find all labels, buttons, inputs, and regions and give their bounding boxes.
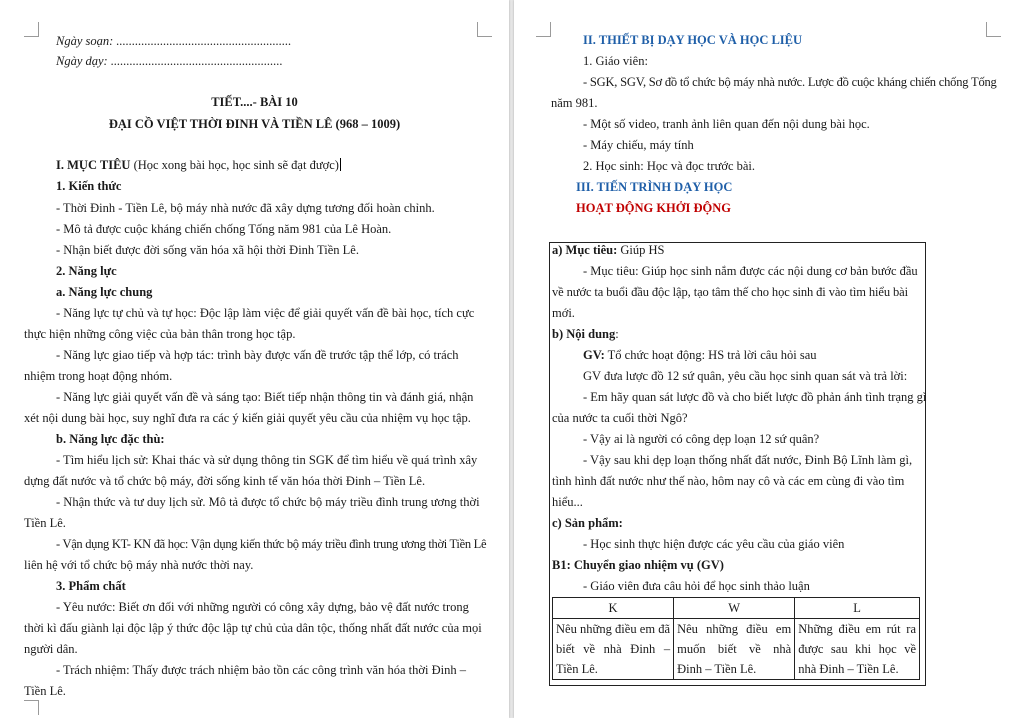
student-line: 2. Học sinh: Học và đọc trước bài. — [583, 159, 756, 173]
kwl-cell-l: Những điều em rút ra được sau khi học về nhà Đinh – Tiền Lê. — [795, 619, 920, 680]
quality-heading: 3. Phẩm chất — [56, 579, 126, 593]
paragraph-line: - Vậy ai là người có công dẹp loạn 12 sứ quân? — [583, 432, 820, 446]
objectives-heading: I. MỤC TIÊU — [56, 158, 131, 172]
goal-line — [552, 240, 665, 260]
lesson-title: TIẾT....- BÀI 10 — [211, 95, 298, 109]
step1-label: B1: Chuyển giao nhiệm vụ (GV) — [552, 558, 724, 572]
paragraph-line: hiểu... — [552, 495, 583, 509]
gv-text: Tổ chức hoạt động: HS trả lời câu hỏi sau — [604, 348, 817, 362]
paragraph-line: - Một số video, tranh ảnh liên quan đến nội dung bài học. — [583, 117, 870, 131]
paragraph-line: - Em hãy quan sát lược đồ và cho biết lược đồ phản ánh tình trạng gì — [583, 390, 927, 404]
objectives-line[interactable] — [56, 155, 341, 175]
competency-heading: 2. Năng lực — [56, 264, 117, 278]
paragraph-line: - Vận dụng KT- KN đã học: Vận dụng kiến thức bộ máy triều đình trung ương thời Tiền Lê — [56, 537, 487, 551]
paragraph-line: năm 981. — [551, 96, 598, 110]
kwl-cell-w: Nêu những điều em muốn biết về nhà Đinh – Tiền Lê. — [674, 619, 795, 680]
paragraph-line: - Vậy sau khi dẹp loạn thống nhất đất nước, Đinh Bộ Lĩnh làm gì, — [583, 453, 913, 467]
paragraph-line: - Nhận thức và tư duy lịch sử. Mô tả được tổ chức bộ máy triều đình trung ương thời — [56, 495, 480, 509]
objectives-note: (Học xong bài học, học sinh sẽ đạt được) — [130, 158, 339, 172]
knowledge-item: - Thời Đinh - Tiền Lê, bộ máy nhà nước đã xây dựng tương đối hoàn chỉnh. — [56, 201, 435, 215]
crop-mark-top-left — [536, 22, 551, 37]
kwl-header-w: W — [674, 598, 795, 619]
paragraph-line: xét nội dung bài học, suy nghĩ đưa ra các ý kiến giải quyết yêu cầu của nhiệm vụ học tập. — [24, 411, 471, 425]
crop-mark-top-right — [477, 22, 492, 37]
paragraph-line: người dân. — [24, 642, 78, 656]
general-competency-heading: a. Năng lực chung — [56, 285, 153, 299]
content-label-line — [552, 324, 619, 344]
paragraph-line: tình hình đất nước như thế nào, hôm nay cô và các em cùng đi vào tìm — [552, 474, 905, 488]
document-page-right[interactable] — [514, 0, 1019, 718]
kwl-header-k: K — [553, 598, 674, 619]
paragraph-line: GV đưa lược đồ 12 sứ quân, yêu cầu học sinh quan sát và trả lời: — [583, 369, 908, 383]
date-taught: Ngày dạy: ....................................................... — [56, 54, 283, 68]
crop-mark-top-left — [24, 22, 39, 37]
lesson-subtitle: ĐẠI CỒ VIỆT THỜI ĐINH VÀ TIỀN LÊ (968 – 1009) — [108, 117, 401, 131]
paragraph-line: - Tìm hiểu lịch sử: Khai thác và sử dụng thông tin SGK để tìm hiểu về quá trình xây — [56, 453, 478, 467]
kwl-cell-k: Nêu những điều em đã biết về nhà Đinh – Tiền Lê. — [553, 619, 674, 680]
paragraph-line: - SGK, SGV, Sơ đồ tổ chức bộ máy nhà nước. Lược đồ cuộc kháng chiến chống Tống — [583, 75, 997, 89]
crop-mark-bottom-left — [24, 700, 39, 715]
goal-text: Giúp HS — [617, 243, 665, 257]
knowledge-item: - Nhận biết được đời sống văn hóa xã hội thời Đinh Tiền Lê. — [56, 243, 359, 257]
content-colon: : — [615, 327, 619, 341]
paragraph-line: - Máy chiếu, máy tính — [583, 138, 694, 152]
paragraph-line: nhiệm trong hoạt động nhóm. — [24, 369, 173, 383]
kwl-header-l: L — [795, 598, 920, 619]
teacher-heading: 1. Giáo viên: — [583, 54, 648, 68]
crop-mark-top-right — [986, 22, 1001, 37]
paragraph-line: Tiền Lê. — [24, 684, 66, 698]
paragraph-line: mới. — [552, 306, 575, 320]
goal-label: a) Mục tiêu: — [552, 243, 618, 257]
kwl-row — [553, 619, 920, 680]
paragraph-line: - Năng lực giao tiếp và hợp tác: trình bày được vấn đề trước tập thể lớp, có trách — [56, 348, 459, 362]
paragraph-line: Tiền Lê. — [24, 516, 66, 530]
process-heading: III. TIẾN TRÌNH DẠY HỌC — [576, 180, 733, 194]
paragraph-line: thực hiện những công việc của bản thân trong học tập. — [24, 327, 296, 341]
startup-heading: HOẠT ĐỘNG KHỞI ĐỘNG — [576, 201, 731, 215]
knowledge-item: - Mô tả được cuộc kháng chiến chống Tống năm 981 của Lê Hoàn. — [56, 222, 392, 236]
knowledge-heading: 1. Kiến thức — [56, 179, 122, 193]
equipment-heading: II. THIẾT BỊ DẠY HỌC VÀ HỌC LIỆU — [583, 33, 803, 47]
kwl-table — [552, 597, 920, 680]
document-page-left[interactable] — [0, 0, 509, 718]
paragraph-line: - Năng lực tự chủ và tự học: Độc lập làm việc để giải quyết vấn đề bài học, tích cực — [56, 306, 475, 320]
content-label: b) Nội dung — [552, 327, 616, 341]
gv-label: GV: — [583, 348, 605, 362]
paragraph-line: - Học sinh thực hiện được các yêu cầu của giáo viên — [583, 537, 845, 551]
paragraph-line: - Năng lực giải quyết vấn đề và sáng tạo: Biết tiếp nhận thông tin và đánh giá, nhận — [56, 390, 474, 404]
text-cursor — [340, 158, 341, 171]
paragraph-line: - Yêu nước: Biết ơn đối với những người có công xây dựng, bảo vệ đất nước trong — [56, 600, 469, 614]
paragraph-line: liên hệ với tổ chức bộ máy nhà nước thời nay. — [24, 558, 254, 572]
product-label: c) Sản phẩm: — [552, 516, 623, 530]
paragraph-line: - Trách nhiệm: Thấy được trách nhiệm bảo tồn các công trình văn hóa thời Đinh – — [56, 663, 466, 677]
kwl-header-row — [553, 598, 920, 619]
paragraph-line: dựng đất nước và tổ chức bộ máy, đời sống kinh tế văn hóa thời Đinh – Tiền Lê. — [24, 474, 426, 488]
paragraph-line: về nước ta buổi đầu độc lập, tạo tâm thế cho học sinh đi vào tìm hiểu bài — [552, 285, 908, 299]
paragraph-line: - Mục tiêu: Giúp học sinh nắm được các nội dung cơ bản bước đầu — [583, 264, 918, 278]
date-prepared: Ngày soạn: ........................................................ — [56, 34, 292, 48]
specific-competency-heading: b. Năng lực đặc thù: — [56, 432, 165, 446]
paragraph-line: thời kì đấu giành lại độc lập ý thức độc lập tự chủ của dân tộc, thống nhất đất nước của mọi — [24, 621, 482, 635]
paragraph-line: - Giáo viên đưa câu hỏi để học sinh thảo luận — [583, 579, 810, 593]
paragraph-line: của nước ta cuối thời Ngô? — [552, 411, 688, 425]
gv-line — [583, 345, 817, 365]
